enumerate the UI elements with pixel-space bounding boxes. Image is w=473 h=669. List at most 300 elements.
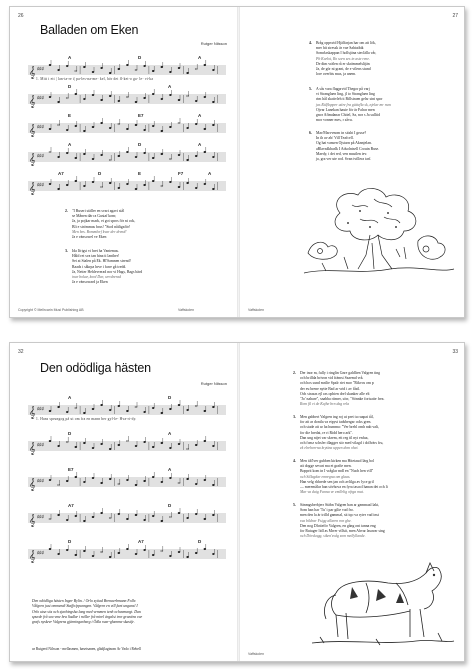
note-head — [83, 550, 85, 552]
note-head — [187, 159, 189, 161]
verse-number: 4. — [309, 41, 312, 45]
verse-line: In ih av ab/ Vill Teafcell. — [316, 136, 354, 141]
note-head — [144, 411, 146, 413]
note-head — [144, 519, 146, 521]
note-head — [101, 67, 103, 69]
note-head — [66, 549, 68, 551]
note-head — [204, 548, 206, 550]
verse-block — [293, 503, 385, 539]
note-head — [118, 444, 120, 446]
key-signature-icon: ♯♯♯ — [37, 153, 44, 158]
verse-line: sva bildrar Fsigg allaren ron ghe. — [300, 518, 352, 523]
verse-line: Mar va daig Fanna ve emllelig ofrga mat. — [300, 490, 364, 495]
note-head — [83, 66, 85, 68]
note-head — [204, 183, 206, 185]
note-head — [169, 555, 171, 557]
note-head — [187, 478, 189, 480]
note-head — [101, 482, 103, 484]
treble-clef-icon: 𝄞 — [29, 153, 36, 166]
note-head — [92, 555, 94, 557]
verse-number: 5. — [293, 503, 296, 507]
footer-mark: Vaffskolen — [178, 308, 195, 312]
chord-symbol: E7 — [68, 467, 74, 472]
note-head — [49, 128, 51, 130]
note-head — [178, 186, 180, 188]
staff — [28, 543, 228, 565]
verse-line: "I Buseri ställer en svart agavi stål — [72, 209, 125, 213]
note-head — [212, 445, 214, 447]
note-head — [101, 512, 103, 514]
verse-line: Bopprit kom in I vråglar mdl en "Nuch hen vill" — [300, 469, 374, 474]
verse-line: Ja, de gör ni grant, de e vilens stund — [316, 67, 371, 72]
verse-number: 3. — [293, 415, 296, 419]
treble-clef-icon: 𝄞 — [29, 406, 36, 419]
verse-line: att dogge sevart ma et grafie men. — [300, 464, 352, 469]
note-head — [161, 412, 163, 414]
verse-line: mer hit stressk är vae Sahtatbik — [316, 46, 364, 51]
horse-illustration — [306, 553, 456, 651]
verse-line: och stade att ar ha humma: "Ver brehl omh nab vali, — [300, 425, 380, 430]
verse-line: for Rutuger lidl as Mrrer villsit, men Ahvar lasavar sing — [300, 529, 385, 534]
treble-clef-icon: 𝄞 — [29, 95, 36, 108]
note-head — [101, 154, 103, 156]
verse-line: Pb Karlot, Ro sorn ses in aste rene. — [316, 56, 370, 61]
verse-block — [309, 41, 377, 77]
verse-block — [65, 249, 143, 285]
note-head — [126, 410, 128, 412]
key-signature-icon: ♯♯♯ — [37, 442, 44, 447]
note-head — [135, 445, 137, 447]
note-head — [204, 440, 206, 442]
chord-symbol: D — [168, 395, 172, 400]
note-head — [66, 480, 68, 482]
note-head — [135, 484, 137, 486]
note-head — [109, 72, 111, 74]
footer-mark: Vaffskolen — [248, 652, 265, 656]
treble-clef-icon: 𝄞 — [29, 182, 36, 195]
music-system — [28, 113, 228, 139]
note-head — [169, 126, 171, 128]
note-head — [75, 180, 77, 182]
note-head — [144, 184, 146, 186]
note-head — [126, 128, 128, 130]
note-head — [152, 157, 154, 159]
note-head — [126, 151, 128, 153]
note-head — [152, 476, 154, 478]
note-head — [144, 65, 146, 67]
note-head — [66, 184, 68, 186]
note-head — [135, 124, 137, 126]
note-head — [161, 153, 163, 155]
note-head — [135, 406, 137, 408]
verse-line: men den la är trilld gammal, sit tqo va ryter vad inst — [300, 513, 379, 518]
key-signature-icon: ♯♯♯ — [37, 550, 44, 555]
intro-line: spurde frå sva vme bra Sadlar i miller frå mirel ärgalst tror granttra var — [32, 614, 143, 619]
verse-line: och fcmz schsfer dlagger stir med vilagd i dollvärs fru, — [300, 441, 384, 446]
note-head — [83, 130, 85, 132]
music-system — [28, 55, 228, 81]
note-head — [178, 67, 180, 69]
chord-symbol: D — [68, 431, 72, 436]
key-signature-icon: ♯♯♯ — [37, 182, 44, 187]
chord-symbol: D — [138, 55, 142, 60]
composer-credit: Rutger Nilsson — [200, 381, 227, 386]
verse-line: och brillda brivon vid främst Szaemd vrå. — [300, 376, 364, 381]
note-head — [75, 476, 77, 478]
note-head — [169, 408, 171, 410]
music-system — [28, 395, 228, 421]
note-head — [49, 548, 51, 550]
music-system — [28, 84, 228, 110]
verse-line: rim hål skattvleh tt Billstraen gelsr sint spor — [316, 97, 383, 102]
verse-line: Ida Ifrigst vi hret ha Vantemas. — [72, 249, 119, 253]
verse-line: Och strasas ejl ras ophien drel skanker alle elt — [300, 391, 370, 396]
note-head — [75, 446, 77, 448]
note-head — [135, 101, 137, 103]
note-head — [187, 72, 189, 74]
note-head — [58, 484, 60, 486]
note-head — [212, 484, 214, 486]
note-head — [118, 513, 120, 515]
verse-number: 2. — [65, 209, 68, 213]
verse-line: De dim vrälen rå er skrämmelslijän — [316, 61, 370, 66]
note-head — [169, 94, 171, 96]
verse-line: Ja, ja pojkar mark, et got spros för ni ock, — [72, 219, 136, 224]
key-signature-icon: ♯♯♯ — [37, 124, 44, 129]
page-right-top — [240, 7, 466, 317]
note-head — [187, 95, 189, 97]
note-head — [178, 551, 180, 553]
note-head — [58, 445, 60, 447]
note-head — [152, 407, 154, 409]
verse-block — [293, 459, 388, 495]
note-head — [49, 151, 51, 153]
note-head — [66, 129, 68, 131]
note-head — [66, 97, 68, 99]
verse-block — [293, 415, 384, 451]
verse-line: och hos sund mrilie Spalr riet mor "Rikvos om p — [300, 381, 374, 386]
treble-clef-icon: 𝄞 — [29, 550, 36, 563]
note-head — [135, 553, 137, 555]
note-head — [58, 553, 60, 555]
note-head — [144, 441, 146, 443]
note-head — [195, 444, 197, 446]
intro-line: Vålgren just ommendi Staffo/ppunngen. Vålgren en vill fant ungaral I — [32, 604, 138, 609]
note-head — [152, 180, 154, 182]
treble-clef-icon: 𝄞 — [29, 66, 36, 79]
key-signature-icon: ♯♯♯ — [37, 406, 44, 411]
verse-number: 5. — [309, 87, 312, 91]
intro-line: Den odödliga hästen Inger Bylin. / Orlo sytiad Brenaerbmann Folle. — [32, 599, 137, 603]
note-head — [161, 98, 163, 100]
note-head — [178, 512, 180, 514]
song-title: Den odödliga hästen — [40, 361, 151, 375]
note-head — [109, 556, 111, 558]
note-head — [178, 99, 180, 101]
page-left-bottom — [10, 343, 237, 661]
note-head — [187, 517, 189, 519]
note-head — [144, 97, 146, 99]
note-head — [169, 181, 171, 183]
note-head — [118, 187, 120, 189]
note-head — [144, 480, 146, 482]
note-head — [178, 122, 180, 124]
note-head — [109, 127, 111, 129]
verse-line: Den nog Dlotteför Valgren, en gång ont tanna eng — [300, 523, 376, 528]
note-head — [144, 152, 146, 154]
staff — [28, 435, 228, 457]
verse-line: Ja, Netter Hehlevrerad nor vi Hags, Bags bärd — [72, 269, 143, 274]
note-head — [144, 549, 146, 551]
note-head — [83, 442, 85, 444]
verse-line: Raads i såkrpa hrve i farre gå tredd. — [72, 264, 127, 269]
note-head — [92, 408, 94, 410]
treble-clef-icon: 𝄞 — [29, 478, 36, 491]
note-head — [161, 442, 163, 444]
chord-symbol: D — [68, 84, 72, 89]
note-head — [178, 154, 180, 156]
copyright-footer: Copyright © Mellrcarin Musi Publishing AB — [18, 308, 84, 312]
note-head — [212, 156, 214, 158]
staff — [28, 175, 228, 197]
treble-clef-icon: 𝄞 — [29, 514, 36, 527]
chord-symbol: D — [138, 142, 142, 147]
verse-line: Håld ret sva tan hina ti lanther! — [72, 254, 120, 259]
verse-line: Sänmgsberbjerr Stäbn Valgren ban ar gammaal lakt, — [300, 503, 380, 507]
note-head — [109, 95, 111, 97]
page-number: 27 — [452, 13, 458, 19]
top-spread — [9, 6, 465, 318]
chord-symbol: A7 — [138, 539, 144, 544]
verse-line: Somrlaskappan I hollsjäna steclälla vår, — [316, 51, 377, 56]
music-system — [28, 539, 228, 565]
chord-symbol: D — [98, 171, 102, 176]
note-head — [195, 68, 197, 70]
chord-symbol: A — [68, 395, 72, 400]
staff — [28, 471, 228, 493]
verse-block — [309, 131, 380, 162]
verse-line: inar bokar, kord Dar, wevdrerad — [72, 275, 122, 280]
note-head — [49, 410, 51, 412]
chord-symbol: D — [168, 503, 172, 508]
note-head — [83, 185, 85, 187]
note-head — [66, 411, 68, 413]
verse-line: Men bes. Bommlorf kvar der drend! — [72, 229, 127, 234]
verse-block — [309, 87, 391, 123]
note-head — [195, 155, 197, 157]
music-system — [28, 431, 228, 457]
chord-symbol: A — [198, 113, 202, 118]
note-head — [92, 477, 94, 479]
note-head — [118, 552, 120, 554]
page-right-bottom — [240, 343, 466, 661]
key-signature-icon: ♯♯♯ — [37, 66, 44, 71]
note-head — [49, 96, 51, 98]
note-head — [109, 159, 111, 161]
note-head — [58, 514, 60, 516]
chord-symbol: D — [68, 539, 72, 544]
note-head — [92, 94, 94, 96]
note-head — [118, 100, 120, 102]
page-number: 26 — [18, 13, 24, 19]
note-head — [109, 409, 111, 411]
verse-line: Sei at Stalen på Ek. Hl'Samnen strend! — [72, 259, 131, 264]
chord-symbol: A — [208, 171, 212, 176]
treble-clef-icon: 𝄞 — [29, 124, 36, 137]
note-head — [152, 515, 154, 517]
note-head — [152, 125, 154, 127]
note-head — [135, 188, 137, 190]
note-head — [92, 126, 94, 128]
note-head — [212, 514, 214, 516]
note-head — [58, 188, 60, 190]
verse-line: och Dörskogg, siken'svåg som mellyllande. — [300, 534, 366, 539]
note-head — [92, 71, 94, 73]
song-introduction — [32, 599, 222, 625]
chord-symbol: A — [198, 142, 202, 147]
note-head — [92, 516, 94, 518]
note-head — [118, 68, 120, 70]
note-head — [75, 157, 77, 159]
chord-symbol: A — [168, 431, 172, 436]
note-head — [101, 186, 103, 188]
note-head — [169, 71, 171, 73]
note-head — [212, 101, 214, 103]
chord-symbol: E — [138, 171, 142, 176]
note-head — [195, 513, 197, 515]
note-head — [75, 93, 77, 95]
note-head — [49, 440, 51, 442]
page-number: 33 — [452, 349, 458, 355]
verse-line: Ja e vänsoward ja Eken — [72, 280, 108, 285]
staff — [28, 507, 228, 529]
note-head — [195, 123, 197, 125]
note-head — [83, 98, 85, 100]
note-head — [83, 412, 85, 414]
note-head — [204, 479, 206, 481]
page-left-top — [10, 7, 237, 317]
music-system — [28, 467, 228, 493]
note-head — [58, 69, 60, 71]
note-head — [152, 70, 154, 72]
note-head — [75, 70, 77, 72]
note-head — [109, 182, 111, 184]
note-head — [169, 477, 171, 479]
note-head — [49, 518, 51, 520]
note-head — [204, 128, 206, 130]
verse-line: Ojvar Lanekan hauie för är Falrar men — [316, 107, 375, 112]
note-head — [66, 65, 68, 67]
note-head — [101, 443, 103, 445]
note-head — [83, 520, 85, 522]
note-head — [118, 405, 120, 407]
introduction-credit: ur Rutgerd Nilsson - mellasmen, basetsanen, glädjlaginom Ar Vado i Rebell — [32, 647, 141, 651]
note-head — [83, 153, 85, 155]
intro-line: grafs nyskrer Valgrens gjärningarbarg i Ödla ruar-ghsmme skastfe. — [32, 620, 135, 625]
chord-symbol: A — [198, 55, 202, 60]
verse-line: A sås vara flagprvid Thegor på varj — [316, 87, 370, 91]
note-head — [75, 554, 77, 556]
note-head — [58, 406, 60, 408]
chord-symbol: A7 — [58, 171, 64, 176]
note-head — [58, 101, 60, 103]
note-head — [101, 404, 103, 406]
chord-symbol: A — [68, 55, 72, 60]
chord-symbol: E — [68, 113, 72, 118]
note-head — [169, 447, 171, 449]
verse-line: Mar/Marvvnom in sitsht I gruse? — [316, 131, 367, 135]
note-head — [212, 124, 214, 126]
verse-line: jas Rälflopper uttre fra gättvfla sk, njelar mr rum — [316, 102, 391, 107]
music-system — [28, 142, 228, 168]
treble-clef-icon: 𝄞 — [29, 442, 36, 455]
verse-line: Dan ung nijet var skrem, ett reg til nyt enfua, — [300, 435, 369, 440]
verse-line: Og hat vansen Ojstarn på Aknnjelan. — [316, 141, 372, 146]
verse-number: 2. — [293, 371, 296, 375]
verse-number: 6. — [309, 131, 312, 135]
verse-line: "Jo' nahare", snabba ritmer, sörr, "Sönnke fortsatte frea. — [300, 397, 385, 402]
note-head — [126, 183, 128, 185]
music-system — [28, 503, 228, 529]
verse-line: Bli e strömmas brus! "Stod nåtligaför! — [72, 224, 131, 229]
note-head — [101, 99, 103, 101]
note-head — [178, 404, 180, 406]
note-head — [92, 181, 94, 183]
chord-symbol: A7 — [68, 503, 74, 508]
verse-block — [293, 371, 385, 407]
note-head — [187, 409, 189, 411]
chord-symbol: D — [198, 539, 202, 544]
note-head — [195, 483, 197, 485]
oak-tree-illustration — [300, 183, 456, 281]
verse-line: Som han har 'Tu' i par gilie vad fro. — [300, 508, 354, 513]
note-head — [58, 156, 60, 158]
song-title: Balladen om Eken — [40, 23, 139, 37]
note-head — [161, 130, 163, 132]
staff — [28, 146, 228, 168]
verse-line: Han velg rhhrede sen jan och avlilga av lyce gril — [300, 479, 374, 484]
note-head — [161, 550, 163, 552]
music-system — [28, 171, 228, 197]
verse-line: Bråg oppsvid Hjälfarjan har om att lök, — [316, 41, 376, 45]
note-head — [161, 66, 163, 68]
note-head — [49, 183, 51, 185]
note-head — [66, 152, 68, 154]
note-head — [135, 156, 137, 158]
verse-line: mor vonner mes, r såvu. — [316, 118, 353, 123]
verse-line: Ja e vänsowel ve Eken — [72, 235, 107, 240]
chord-symbol: A — [168, 467, 172, 472]
note-head — [204, 151, 206, 153]
note-head — [109, 448, 111, 450]
note-head — [118, 155, 120, 157]
chord-symbol: A — [168, 84, 172, 89]
page-number: 32 — [18, 349, 24, 355]
note-head — [187, 556, 189, 558]
note-head — [204, 518, 206, 520]
note-head — [195, 552, 197, 554]
note-head — [212, 188, 214, 190]
staff — [28, 88, 228, 110]
note-head — [66, 519, 68, 521]
verse-number: 4. — [293, 459, 296, 463]
footer-mark: Vaffskolen — [248, 308, 265, 312]
verse-line: ek elrehverna kryttna uppen dom ohet. — [300, 446, 359, 451]
note-head — [152, 554, 154, 556]
note-head — [161, 481, 163, 483]
verse-line: — meremålar han sövhova en fyra tasool hanan det och li — [300, 485, 388, 490]
staff — [28, 117, 228, 139]
